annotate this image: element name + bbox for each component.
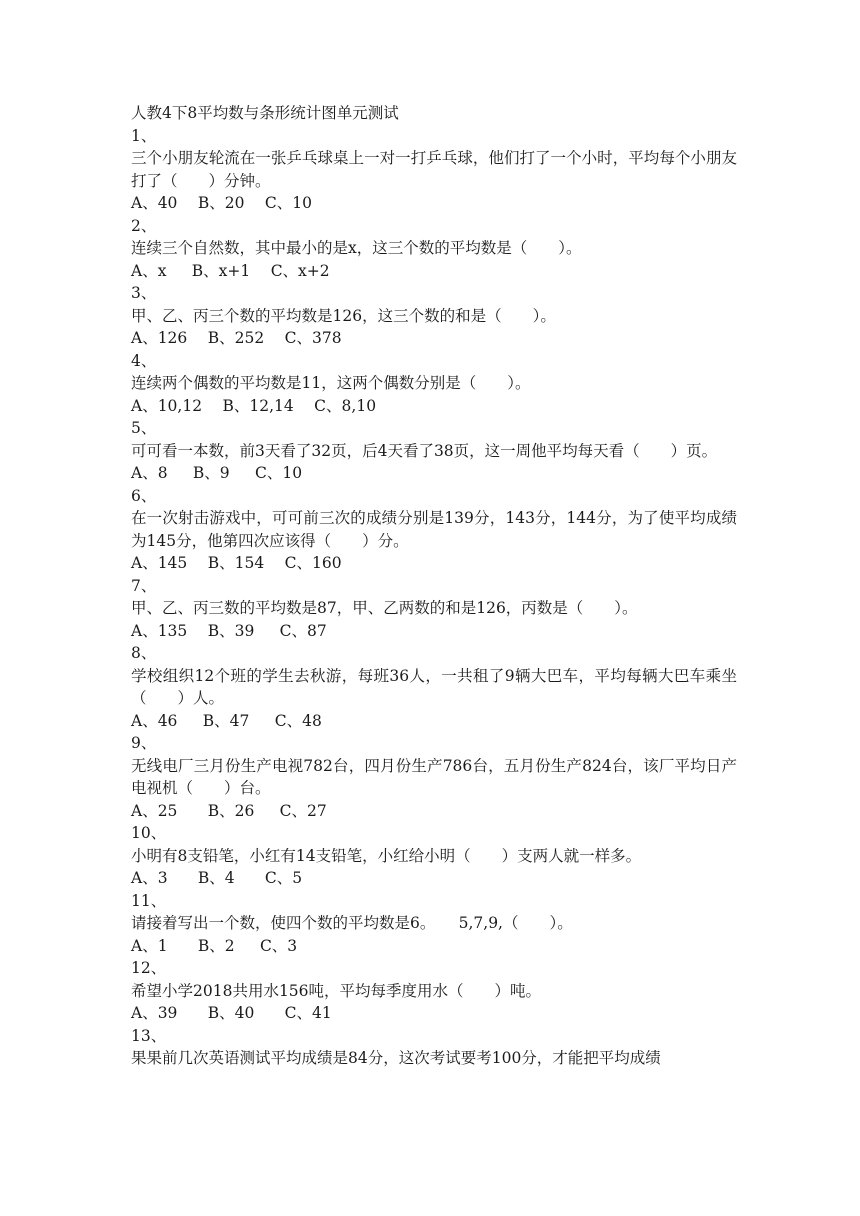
question-options: A、3 B、4 C、5 bbox=[131, 869, 303, 887]
question-list bbox=[131, 125, 737, 1070]
question-number: 3、 bbox=[131, 284, 157, 302]
question-number: 9、 bbox=[131, 734, 157, 752]
question-options: A、1 B、2 C、3 bbox=[131, 936, 298, 955]
question-text: 请接着写出一个数，使四个数的平均数是6。 5,7,9,（ ）。 bbox=[131, 914, 573, 932]
document-page bbox=[131, 102, 737, 1070]
question-options: A、40 B、20 C、10 bbox=[131, 194, 312, 212]
question-options: A、145 B、154 C、160 bbox=[131, 554, 342, 572]
question-number: 2、 bbox=[131, 216, 157, 235]
question-number: 1、 bbox=[131, 126, 157, 145]
question-number: 4、 bbox=[131, 351, 157, 370]
question-text: 三个小朋友轮流在一张乒乓球桌上一对一打乒乓球，他们打了一个小时，平均每个小朋友打了（ ）分钟。 bbox=[131, 149, 737, 190]
question-number: 7、 bbox=[131, 576, 157, 595]
question-text: 果果前几次英语测试平均成绩是84分，这次考试要考100分，才能把平均成绩 bbox=[131, 1049, 661, 1067]
question-text: 连续两个偶数的平均数是11，这两个偶数分别是（ ）。 bbox=[131, 374, 531, 392]
question-number: 12、 bbox=[131, 959, 167, 977]
question-number: 13、 bbox=[131, 1026, 167, 1045]
question-text: 甲、乙、丙三个数的平均数是126，这三个数的和是（ ）。 bbox=[131, 306, 556, 325]
question-text: 在一次射击游戏中，可可前三次的成绩分别是139分，143分，144分，为了使平均成绩为145分，他第四次应该得（ ）分。 bbox=[131, 509, 737, 550]
question-options: A、x B、x+1 C、x+2 bbox=[131, 261, 330, 280]
question-number: 5、 bbox=[131, 419, 157, 437]
question-options: A、135 B、39 C、87 bbox=[131, 621, 327, 640]
question-options: A、10,12 B、12,14 C、8,10 bbox=[131, 396, 377, 415]
question-number: 8、 bbox=[131, 644, 157, 662]
document-title: 人教4下8平均数与条形统计图单元测试 bbox=[131, 104, 399, 122]
question-options: A、126 B、252 C、378 bbox=[131, 329, 342, 347]
question-text: 希望小学2018共用水156吨，平均每季度用水（ ）吨。 bbox=[131, 981, 542, 1000]
question-text: 学校组织12个班的学生去秋游，每班36人，一共租了9辆大巴车，平均每辆大巴车乘坐（ ）人。 bbox=[131, 666, 737, 707]
question-text: 小明有8支铅笔，小红有14支铅笔，小红给小明（ ）支两人就一样多。 bbox=[131, 846, 642, 865]
question-options: A、25 B、26 C、27 bbox=[131, 801, 327, 820]
question-options: A、8 B、9 C、10 bbox=[131, 464, 303, 482]
question-text: 连续三个自然数，其中最小的是x，这三个数的平均数是（ ）。 bbox=[131, 239, 582, 257]
question-text: 可可看一本数，前3天看了32页，后4天看了38页，这一周他平均每天看（ ）页。 bbox=[131, 441, 718, 460]
question-options: A、46 B、47 C、48 bbox=[131, 711, 322, 730]
question-options: A、39 B、40 C、41 bbox=[131, 1004, 332, 1022]
question-text: 甲、乙、丙三数的平均数是87，甲、乙两数的和是126，丙数是（ ）。 bbox=[131, 599, 638, 617]
question-number: 11、 bbox=[131, 891, 167, 910]
question-text: 无线电厂三月份生产电视782台，四月份生产786台，五月份生产824台，该厂平均日产电视机（ ）台。 bbox=[131, 756, 737, 797]
question-number: 10、 bbox=[131, 824, 167, 842]
question-number: 6、 bbox=[131, 486, 157, 505]
